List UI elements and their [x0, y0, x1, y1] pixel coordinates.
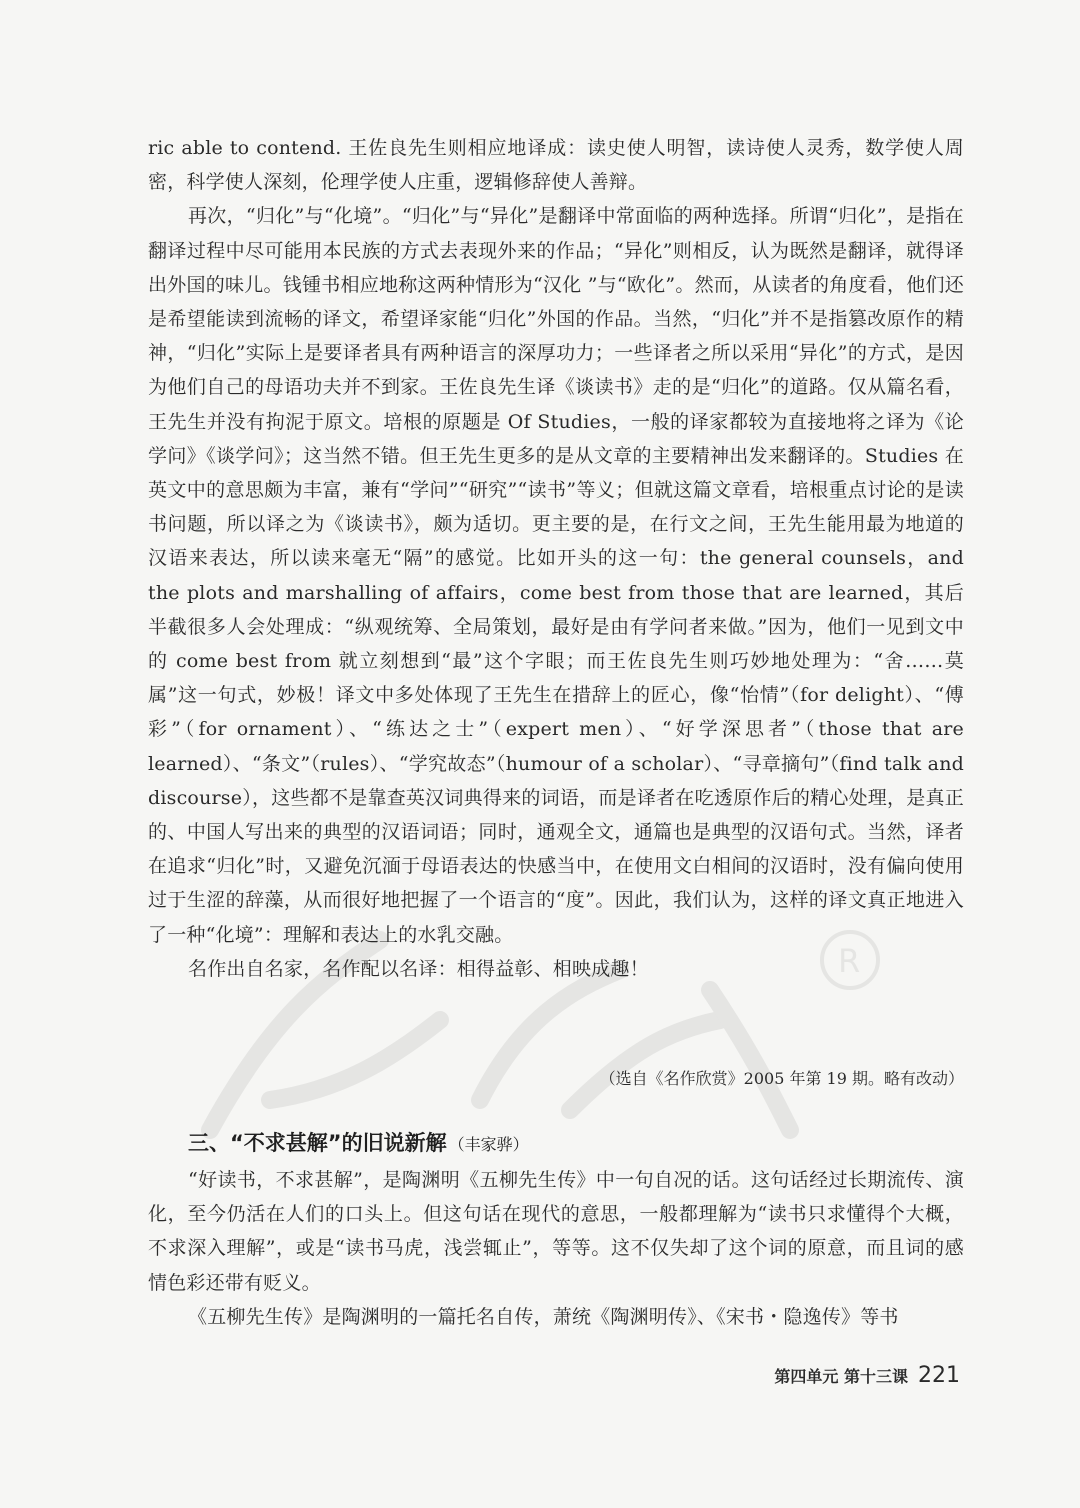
section-title: 三、“不求甚解”的旧说新解 [188, 1131, 447, 1155]
unit-lesson-label: 第四单元 第十三课 [774, 1367, 908, 1386]
paragraph-conclusion: 名作出自名家，名作配以名译：相得益彰、相映成趣！ [188, 957, 649, 980]
svg-text:R: R [838, 942, 861, 980]
paragraph-translation-example: ric able to contend. 王佐良先生则相应地译成：读史使人明智，读诗使人灵秀，数学使人周密，科学使人深刻，伦理学使人庄重，逻辑修辞使人善辩。 [148, 137, 964, 194]
source-citation: （选自《名作欣赏》2005 年第 19 期。略有改动） [599, 1069, 964, 1088]
paragraph-intro: “好读书，不求甚解”，是陶渊明《五柳先生传》中一句自况的话。这句话经过长期流传、演化，至今仍活在人们的口头上。但这句话在现代的意思，一般都理解为“读书只求懂得个大概，不求深入理解”，或是“读书马虎，浅尝辄止”，等等。这不仅失却了这个词的原意，而且词的感情色彩还带有贬义。 [148, 1169, 964, 1294]
continued-paragraph [148, 131, 964, 986]
paragraph-naturalization: 再次，“归化”与“化境”。“归化”与“异化”是翻译中常面临的两种选择。所谓“归化”，是指在翻译过程中尽可能用本民族的方式去表现外来的作品；“异化”则相反，认为既然是翻译，就得译出外国的味儿。钱锺书相应地称这两种情形为“汉化 ”与“欧化”。然而，从读者的角度看，他们还是希望能读到流畅的译文，希望译家能“归化”外国的作品。当然，“归化”并不是指篡改原作的精神，“归化”实际上是要译者具有两种语言的深厚功力；一些译者之所以采用“异化”的方式，是因为他们自己的母语功夫并不到家。王佐良先生译《谈读书》走的是“归化”的道路。仅从篇名看，王先生并没有拘泥于原文。培根的原题是 Of Studies，一般的译家都较为直接地将之译为《论学问》《谈学问》；这当然不错。但王先生更多的是从文章的主要精神出发来翻译的。Studies 在英文中的意思颇为丰富，兼有“学问”“研究”“读书”等义；但就这篇文章看，培根重点讨论的是读书问题，所以译之为《谈读书》，颇为适切。更主要的是，在行文之间，王先生能用最为地道的汉语来表达，所以读来毫无“隔”的感觉。比如开头的这一句：the general counsels，and the plots and marshalling of affairs，come best from those that are learned，其后半截很多人会处理成：“纵观统筹、全局策划，最好是由有学问者来做。”因为，他们一见到文中的 come best from 就立刻想到“最”这个字眼；而王佐良先生则巧妙地处理为：“舍……莫属”这一句式，妙极！译文中多处体现了王先生在措辞上的匠心，像“怡情”（for delight）、“傅彩”（for ornament）、“练达之士”（expert men）、“好学深思者”（those that are learned）、“条文”（rules）、“学究故态”（humour of a scholar）、“寻章摘句”（find talk and discourse），这些都不是靠查英汉词典得来的词语，而是译者在吃透原作后的精心处理，是真正的、中国人写出来的典型的汉语词语；同时，通观全文，通篇也是典型的汉语句式。当然，译者在追求“归化”时，又避免沉湎于母语表达的快感当中，在使用文白相间的汉语时，没有偏向使用过于生涩的辞藻，从而很好地把握了一个语言的“度”。因此，我们认为，这样的译文真正地进入了一种“化境”：理解和表达上的水乳交融。 [148, 205, 964, 946]
section-heading [188, 1126, 529, 1162]
paragraph-biography: 《五柳先生传》是陶渊明的一篇托名自传，萧统《陶渊明传》、《宋书・隐逸传》等书 [188, 1305, 899, 1328]
page-number: 221 [918, 1363, 960, 1388]
section3-body [148, 1163, 964, 1334]
page-footer [774, 1360, 960, 1393]
section-author: （丰家骅） [448, 1135, 529, 1154]
